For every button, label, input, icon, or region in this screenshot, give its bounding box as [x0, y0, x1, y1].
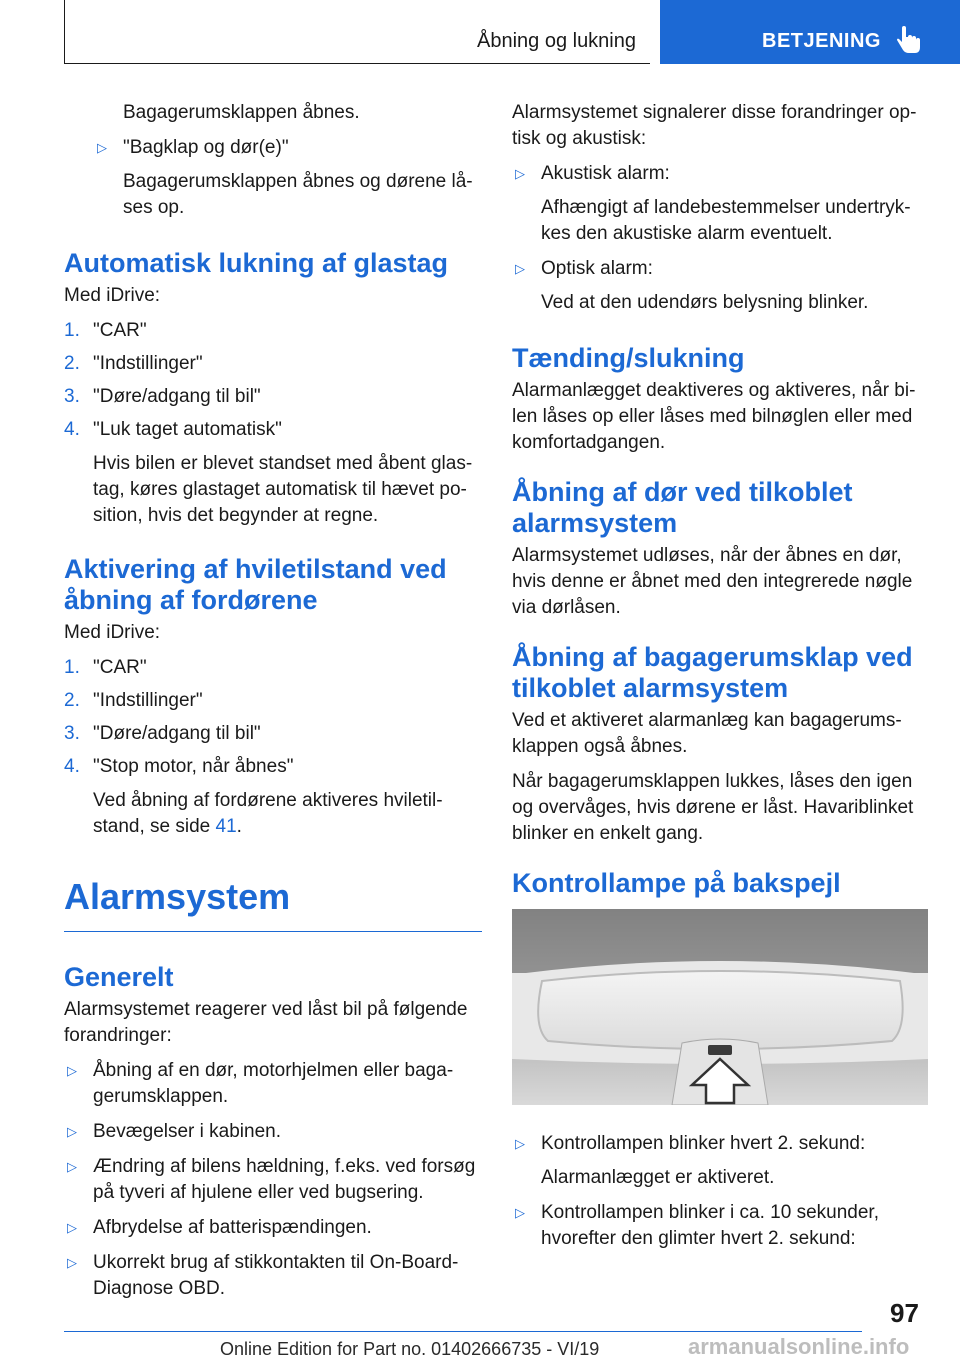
general-text: Alarmsystemet reagerer ved låst bil på følgende forandringer: [64, 999, 468, 1046]
bullet-item [64, 1154, 482, 1206]
step-item [64, 754, 482, 840]
step-number: 4. [64, 419, 80, 440]
ignition-text: Alarmanlægget deaktiveres og aktiveres, når bi-len låses op eller låses med bilnøglen eller med komfortadgangen. [512, 380, 916, 453]
step-number: 2. [64, 690, 80, 711]
heading-trunk-open-line1: Åbning af bagagerumsklap ved [512, 642, 913, 672]
footer-rule [64, 1331, 862, 1332]
step-number: 3. [64, 723, 80, 744]
bullet-sub: Afhængigt af landebestemmelser undertryk-kes den akustiske alarm eventuelt. [541, 197, 911, 244]
bullet-sub: Ved at den udendørs belysning blinker. [541, 292, 869, 313]
step-sub-text: Ved åbning af fordørene aktiveres hviletil-stand, se side [93, 790, 443, 837]
auto-close-intro: Med iDrive: [64, 285, 161, 306]
step-item [64, 318, 482, 344]
bullet-item [64, 1119, 482, 1145]
bullet-label: "Bagklap og dør(e)" [123, 137, 289, 158]
bullet-label: Kontrollampen blinker hvert 2. sekund: [541, 1133, 866, 1154]
heading-ignition: Tænding/slukning [512, 343, 745, 373]
triangle-bullet-icon: ▷ [67, 1220, 77, 1235]
heading-door-open [512, 477, 930, 539]
step-number: 3. [64, 386, 80, 407]
bullet-label: Kontrollampen blinker i ca. 10 sekunder, hvorefter den glimter hvert 2. sekund: [541, 1202, 879, 1249]
bullet-item [94, 135, 482, 221]
footer-watermark: armanualsonline.info [688, 1334, 910, 1359]
triangle-bullet-icon: ▷ [515, 261, 525, 276]
step-item [64, 688, 482, 714]
step-text: "Døre/adgang til bil" [93, 723, 261, 744]
bullet-label: Optisk alarm: [541, 258, 653, 279]
step-sub-end: . [236, 816, 242, 837]
step-number: 1. [64, 657, 80, 678]
bullet-item [64, 1250, 482, 1302]
triangle-bullet-icon: ▷ [515, 1205, 525, 1220]
signals-text: Alarmsystemet signalerer disse forandringer op-tisk og akustisk: [512, 102, 917, 149]
bullet-item [64, 1058, 482, 1110]
bullet-text: Bevægelser i kabinen. [93, 1121, 281, 1142]
header-left-rule [64, 0, 65, 64]
bullet-text: Afbrydelse af batterispændingen. [93, 1217, 372, 1238]
chapter-rule [64, 931, 482, 932]
step-text: "CAR" [93, 320, 147, 341]
step-text: "Døre/adgang til bil" [93, 386, 261, 407]
triangle-bullet-icon: ▷ [515, 166, 525, 181]
triangle-bullet-icon: ▷ [97, 140, 107, 155]
step-text: "Stop motor, når åbnes" [93, 756, 294, 777]
step-number: 1. [64, 320, 80, 341]
hand-pointer-icon [896, 26, 922, 54]
continued-line: Bagagerumsklappen åbnes. [123, 102, 360, 123]
bullet-item [512, 1200, 930, 1252]
heading-trunk-open-line2: tilkoblet alarmsystem [512, 673, 789, 703]
header-chapter-tab [660, 0, 960, 64]
heading-trunk-open [512, 642, 930, 704]
heading-mirror: Kontrollampe på bakspejl [512, 868, 841, 898]
heading-door-open-line2: alarmsystem [512, 508, 678, 538]
bullet-sub: Alarmanlægget er aktiveret. [541, 1167, 775, 1188]
heading-standby-line1: Aktivering af hviletilstand ved [64, 554, 447, 584]
step-item [64, 655, 482, 681]
bullet-item [512, 161, 930, 247]
door-open-text: Alarmsystemet udløses, når der åbnes en dør, hvis denne er åbnet med den integrerede nøgle via dørlåsen. [512, 545, 913, 618]
page-number: 97 [890, 1298, 919, 1328]
standby-intro: Med iDrive: [64, 622, 161, 643]
bullet-sub: Bagagerumsklappen åbnes og dørene lå-ses op. [123, 171, 473, 218]
step-text: "Indstillinger" [93, 353, 203, 374]
bullet-item [512, 256, 930, 316]
heading-standby [64, 554, 482, 616]
heading-general: Generelt [64, 962, 174, 992]
rearview-mirror-illustration [512, 909, 928, 1105]
heading-door-open-line1: Åbning af dør ved tilkoblet [512, 477, 853, 507]
step-sub [93, 788, 482, 840]
step-text: "Indstillinger" [93, 690, 203, 711]
heading-auto-close: Automatisk lukning af glastag [64, 248, 449, 278]
trunk-open-text2: Når bagagerumsklappen lukkes, låses den igen og overvåges, hvis dørene er låst. Havariblinket blinker en enkelt gang. [512, 771, 914, 844]
left-column [64, 100, 482, 1311]
bullet-item [512, 1131, 930, 1191]
bullet-text: Ukorrekt brug af stikkontakten til On-Board-Diagnose OBD. [93, 1252, 459, 1299]
page-link[interactable]: 41 [215, 816, 237, 837]
step-number: 2. [64, 353, 80, 374]
step-item [64, 384, 482, 410]
step-item [64, 417, 482, 529]
step-sub: Hvis bilen er blevet standset med åbent glas-tag, køres glastaget automatisk til hævet po-sition, hvis det begynder at regne. [93, 453, 473, 526]
header-bottom-rule [64, 63, 650, 64]
step-item [64, 721, 482, 747]
triangle-bullet-icon: ▷ [67, 1159, 77, 1174]
bullet-label: Akustisk alarm: [541, 163, 670, 184]
triangle-bullet-icon: ▷ [67, 1063, 77, 1078]
triangle-bullet-icon: ▷ [515, 1136, 525, 1151]
header-section-title: Åbning og lukning [476, 30, 636, 52]
bullet-text: Åbning af en dør, motorhjelmen eller baga-gerumsklappen. [93, 1060, 454, 1107]
step-item [64, 351, 482, 377]
step-number: 4. [64, 756, 80, 777]
step-text: "CAR" [93, 657, 147, 678]
step-text: "Luk taget automatisk" [93, 419, 282, 440]
footer-edition: Online Edition for Part no. 01402666735 - VI/19 [220, 1339, 600, 1359]
triangle-bullet-icon: ▷ [67, 1124, 77, 1139]
bullet-text: Ændring af bilens hældning, f.eks. ved forsøg på tyveri af hjulene eller ved bugsering. [93, 1156, 476, 1203]
right-column [512, 100, 930, 1261]
trunk-open-text1: Ved et aktiveret alarmanlæg kan bagagerums-klappen også åbnes. [512, 710, 902, 757]
header-chapter-label: BETJENING [762, 30, 881, 52]
heading-standby-line2: åbning af fordørene [64, 585, 318, 615]
chapter-title: Alarmsystem [64, 876, 291, 917]
bullet-item [64, 1215, 482, 1241]
triangle-bullet-icon: ▷ [67, 1255, 77, 1270]
